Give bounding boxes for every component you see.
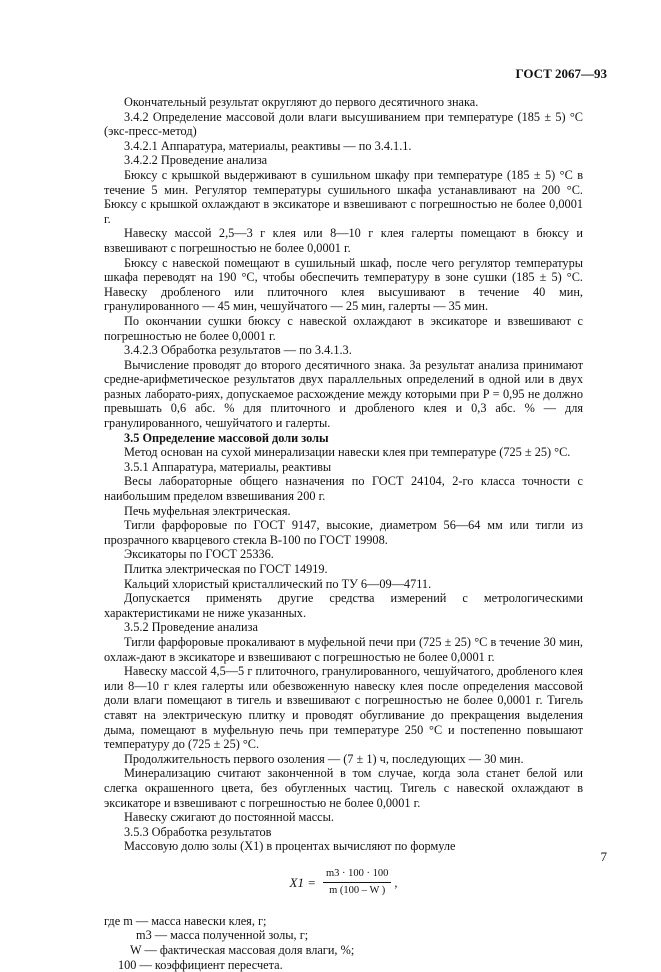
formula-numerator: m3 · 100 · 100 (323, 867, 391, 884)
formula-lhs: X1 = (289, 874, 316, 890)
paragraph: Вычисление проводят до второго десятичного знака. За результат анализа принимают средне-арифметическое результатов двух параллельных определений в одной или в двух разных лаборато-риях, допускаемое расхождение между которыми при P = 0,95 не должно превышать 0,6 абс. % для плиточного и дробленого клея и 0,3 абс. % — для гранулированного, чешуйчатого и галерты. (104, 357, 583, 431)
subsection-heading: 3.4.2.1 Аппаратура, материалы, реактивы — по 3.4.1.1. (124, 138, 412, 153)
standard-header: ГОСТ 2067—93 (515, 66, 607, 81)
paragraph: Бюксу с навеской помещают в сушильный шкаф, после чего регулятор температуры шкафа переводят на 190 °С, чтобы обеспечить температуру в зоне сушки (185 ± 5) °С. Навеску дробленого или плиточного клея высушивают в течение 40 мин, гранулированного — 45 мин, чешуйчатого — 25 мин, галерты — 35 мин. (104, 255, 583, 314)
paragraph: Навеску массой 2,5—3 г клея или 8—10 г клея галерты помещают в бюксу и взвешивают с погрешностью не более 0,0001 г. (104, 226, 583, 255)
formula-fraction (323, 867, 391, 899)
legend-item: W — фактическая массовая доля влаги, %; (130, 943, 355, 958)
section-heading: 3.4.2 Определение массовой доли влаги высушиванием при температуре (185 ± 5) °С (экс-пресс-метод) (104, 109, 583, 139)
formula-tail: , (394, 875, 398, 890)
page-number: 7 (600, 849, 607, 864)
subsection-heading: 3.5.2 Проведение анализа (124, 620, 258, 635)
formula-legend (104, 914, 583, 972)
paragraph: Кальций хлористый кристаллический по ТУ 6—09—4711. (124, 576, 432, 591)
paragraph: Бюксу с крышкой выдерживают в сушильном шкафу при температуре (185 ± 5) °С в течение 5 мин. Регулятор температуры сушильного шкафа устанавливают на 200 °С. Бюксу с крышкой охлаждают в эксикаторе и взвешивают с погрешностью не более 0,0001 г. (104, 167, 583, 226)
paragraph: Минерализацию считают законченной в том случае, когда зола станет белой или слегка окрашенного цвета, без обугленных частиц. Тигель с навеской охлаждают в эксикаторе и взвешивают с погрешностью не более 0,0001 г. (104, 766, 583, 810)
document-body (104, 95, 583, 972)
paragraph: Печь муфельная электрическая. (124, 503, 291, 518)
legend-item: 100 — коэффициент пересчета. (118, 957, 283, 972)
subsection-heading: 3.5.3 Обработка результатов (124, 824, 272, 839)
ash-formula (104, 862, 583, 904)
subsection-heading: 3.4.2.2 Проведение анализа (124, 153, 268, 168)
paragraph: Весы лабораторные общего назначения по ГОСТ 24104, 2-го класса точности с наибольшим пределом взвешивания 200 г. (104, 474, 583, 504)
paragraph: Навеску массой 4,5—5 г плиточного, гранулированного, чешуйчатого, дробленого клея или 8—10 г клея галерты или обезвоженную навеску клея после определения массовой доли влаги помещают в тигель и взвешивают с погрешностью не более 0,0001 г. Тигель ставят на электрическую плитку и проводят обугливание до прекращения выделения дыма, помещают в муфельную печь при температуре 250 °С и постепенно повышают температуру до (725 ± 25) °С. (104, 664, 583, 752)
section-title: 3.5 Определение массовой доли золы (124, 430, 329, 445)
paragraph: Продолжительность первого озоления — (7 ± 1) ч, последующих — 30 мин. (124, 751, 524, 766)
paragraph: Допускается применять другие средства измерений с метрологическими характеристиками не ниже указанных. (104, 591, 583, 620)
paragraph: Массовую долю золы (X1) в процентах вычисляют по формуле (124, 839, 456, 854)
formula-denominator: m (100 – W ) (329, 885, 386, 897)
paragraph: Плитка электрическая по ГОСТ 14919. (124, 562, 328, 576)
paragraph: Окончательный результат округляют до первого десятичного знака. (124, 95, 479, 109)
paragraph: Метод основан на сухой минерализации навески клея при температуре (725 ± 25) °С. (124, 445, 571, 460)
legend-item: m3 — масса полученной золы, г; (136, 928, 309, 943)
paragraph: Тигли фарфоровые прокаливают в муфельной печи при (725 ± 25) °С в течение 30 мин, охлаж-дают в эксикаторе и взвешивают с погрешностью не более 0,0001 г. (104, 634, 583, 664)
paragraph: Эксикаторы по ГОСТ 25336. (124, 547, 274, 562)
paragraph: По окончании сушки бюксу с навеской охлаждают в эксикаторе и взвешивают с погрешностью не более 0,0001 г. (104, 313, 583, 343)
subsection-heading: 3.4.2.3 Обработка результатов — по 3.4.1.3. (124, 343, 352, 358)
paragraph: Тигли фарфоровые по ГОСТ 9147, высокие, диаметром 56—64 мм или тигли из прозрачного кварцевого стекла В-100 по ГОСТ 19908. (104, 518, 583, 547)
subsection-heading: 3.5.1 Аппаратура, материалы, реактивы (124, 459, 332, 474)
paragraph: Навеску сжигают до постоянной массы. (124, 810, 334, 825)
legend-item: где m — масса навески клея, г; (104, 913, 267, 928)
